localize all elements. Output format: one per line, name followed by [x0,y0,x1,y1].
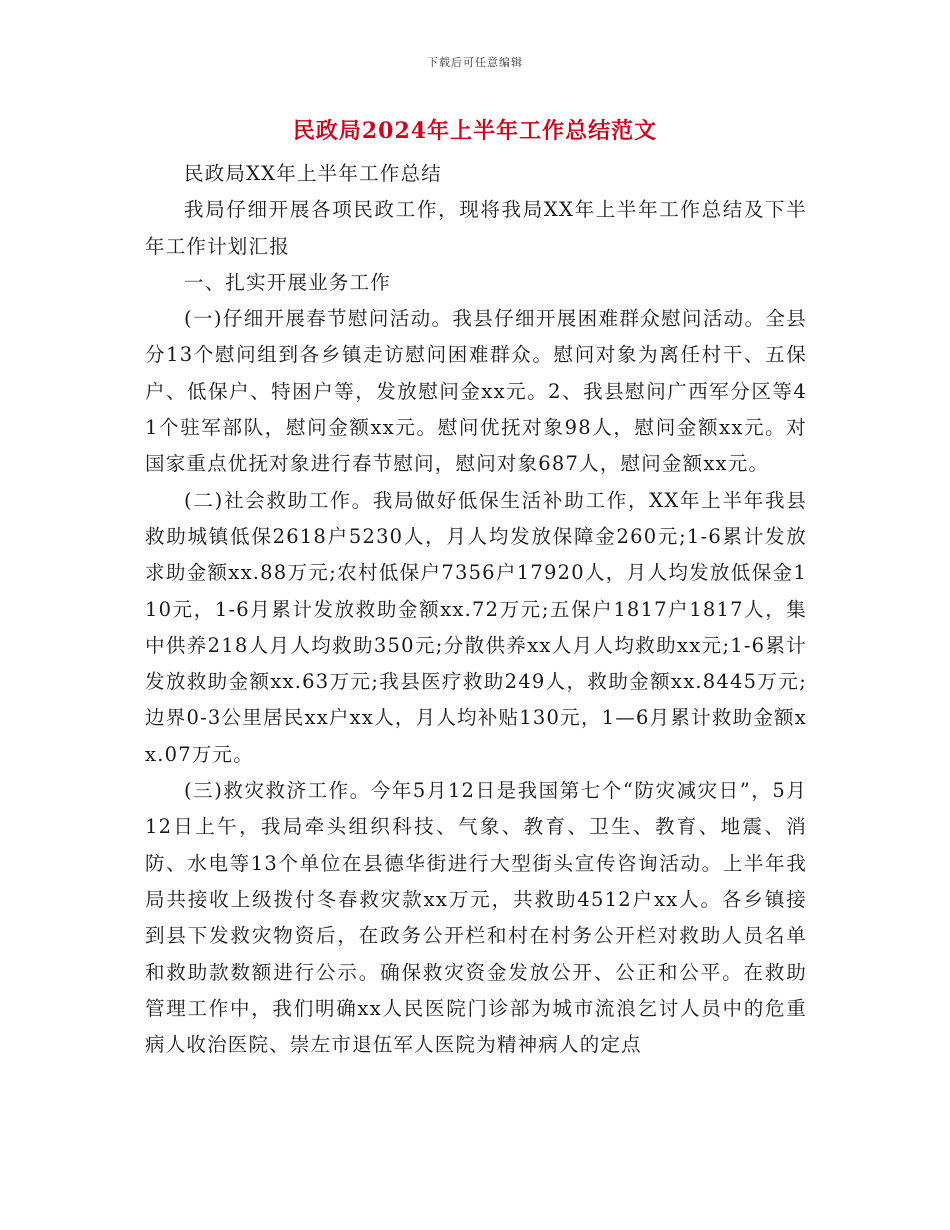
section-heading-1: 一、扎实开展业务工作 [184,270,392,294]
document-body [145,156,807,1063]
paragraph-social-assistance: (二)社会救助工作。我局做好低保生活补助工作，XX年上半年我县救助城镇低保2618户5230人，月人均发放保障金260元;1-6累计发放求助金额xx.88万元;农村低保户7356户17920人，月人均发放低保金110元，1-6月累计发放救助金额xx.72万元;五保户1817户1817人，集中供养218人月人均救助350元;分散供养xx人月人均救助xx元;1-6累计发放救助金额xx.63万元;我县医疗救助249人，救助金额xx.8445万元;边界0-3公里居民xx户xx人，月人均补贴130元，1—6月累计救助金额xx.07万元。 [145,488,807,766]
paragraph-subtitle: 民政局XX年上半年工作总结 [184,162,442,185]
paragraph-disaster-relief: (三)救灾救济工作。今年5月12日是我国第七个“防灾减灾日”，5月12日上午，我局牵头组织科技、气象、教育、卫生、教育、地震、消防、水电等13个单位在县德华街进行大型街头宣传咨询活动。上半年我局共接收上级拨付冬春救灾款xx万元，共救助4512户xx人。各乡镇接到县下发救灾物资后，在政务公开栏和村在村务公开栏对救助人员名单和救助款数额进行公示。确保救灾资金发放公开、公正和公平。在救助管理工作中，我们明确xx人民医院门诊部为城市流浪乞讨人员中的危重病人收治医院、崇左市退伍军人医院为精神病人的定点 [145,779,807,1057]
paragraph-intro: 我局仔细开展各项民政工作，现将我局XX年上半年工作总结及下半年工作计划汇报 [145,198,807,258]
paragraph-spring-festival: (一)仔细开展春节慰问活动。我县仔细开展困难群众慰问活动。全县分13个慰问组到各乡镇走访慰问困难群众。慰问对象为离任村干、五保户、低保户、特困户等，发放慰问金xx元。2、我县慰问广西军分区等41个驻军部队，慰问金额xx元。慰问优抚对象98人，慰问金额xx元。对国家重点优抚对象进行春节慰问，慰问对象687人，慰问金额xx元。 [145,307,807,476]
document-title: 民政局2024年上半年工作总结范文 [292,118,658,144]
header-note: 下载后可任意编辑 [427,56,523,69]
